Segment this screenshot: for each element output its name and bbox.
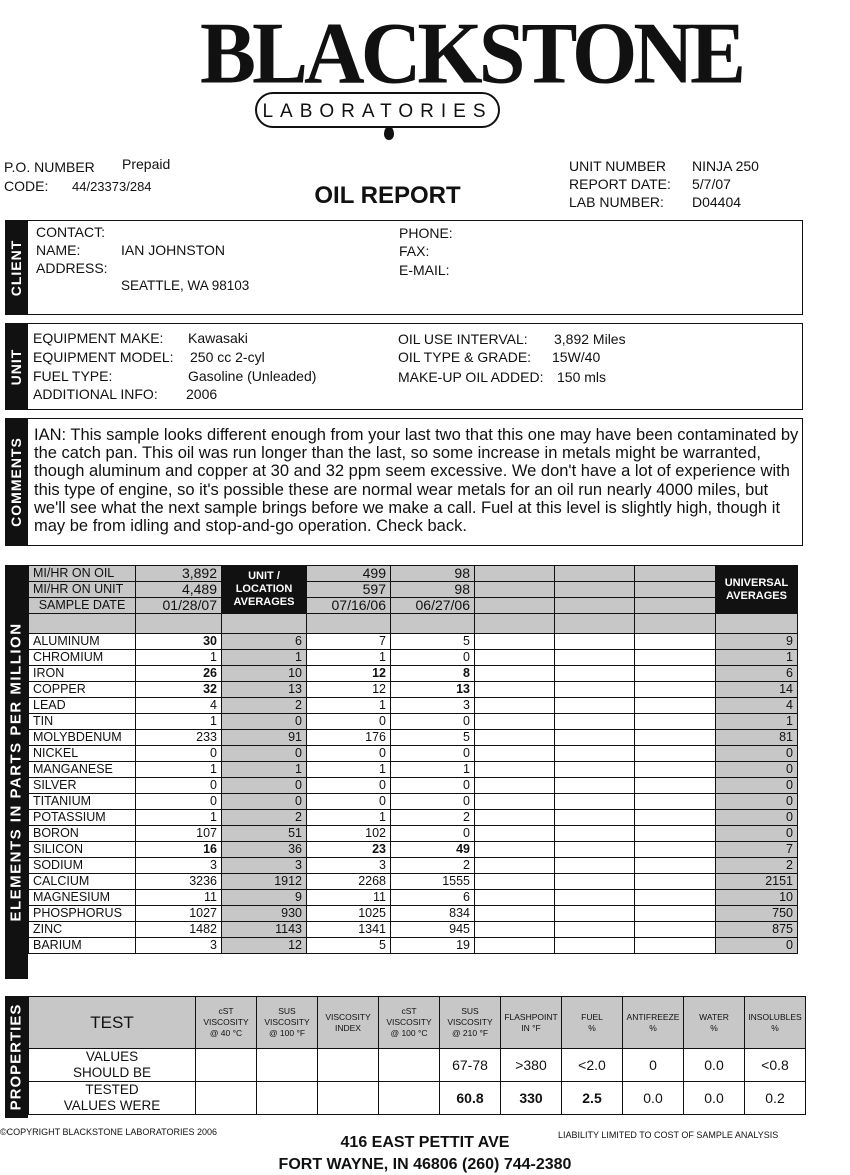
element-current: 233 <box>136 730 222 746</box>
footer-address-line2: FORT WAYNE, IN 46806 (260) 744-2380 <box>278 1156 572 1173</box>
properties-sidebar <box>5 996 28 1118</box>
code-label: CODE: <box>4 178 49 194</box>
name-label: NAME: <box>36 242 81 258</box>
properties-header-row <box>29 997 806 1049</box>
element-unit-average: 1912 <box>222 874 307 890</box>
element-current: 1 <box>136 650 222 666</box>
element-current: 3236 <box>136 874 222 890</box>
element-prev1: 0 <box>307 794 391 810</box>
elements-sidebar <box>5 565 28 979</box>
element-prev1: 102 <box>307 826 391 842</box>
comments-text: IAN: This sample looks different enough from your last two that this one may have been contaminated by the catch pan. This oil was run longer than the last, so some increase in metals might be warranted, though aluminum and copper at 30 and 32 ppm seem excessive. We don't have a lot of experience with this type of engine, so it's possible these are normal wear metals for an oil run nearly 4000 miles, but we'll see what the next sample brings before we make a call. Fuel at this level is slightly high, though it may be from idling and stop-and-go operation. Check back. <box>34 426 799 536</box>
element-universal-average: 1 <box>716 650 798 666</box>
element-row-molybdenum <box>29 730 798 746</box>
element-prev2: 834 <box>391 906 475 922</box>
element-prev1: 12 <box>307 682 391 698</box>
element-unit-average: 1 <box>222 762 307 778</box>
element-row-phosphorus <box>29 906 798 922</box>
property-tested-value: 0.0 <box>684 1082 745 1115</box>
element-universal-average: 0 <box>716 762 798 778</box>
element-prev2: 6 <box>391 890 475 906</box>
property-tested-value: 0.0 <box>623 1082 684 1115</box>
element-prev2: 0 <box>391 746 475 762</box>
element-universal-average: 14 <box>716 682 798 698</box>
logo-laboratories: LABORATORIES <box>255 92 500 128</box>
element-name: PHOSPHORUS <box>29 906 136 922</box>
element-name: ZINC <box>29 922 136 938</box>
property-header-7: ANTIFREEZE % <box>623 997 684 1049</box>
element-name: MANGANESE <box>29 762 136 778</box>
element-prev1: 1341 <box>307 922 391 938</box>
property-header-8: WATER % <box>684 997 745 1049</box>
element-name: NICKEL <box>29 746 136 762</box>
comments-section-label: COMMENTS <box>8 437 24 527</box>
mi-on-oil-prev1: 499 <box>307 566 391 582</box>
equipment-make-value: Kawasaki <box>188 330 248 346</box>
email-label: E-MAIL: <box>399 262 450 278</box>
equipment-model-label: EQUIPMENT MODEL: <box>33 349 174 365</box>
element-universal-average: 2151 <box>716 874 798 890</box>
equipment-model-value: 250 cc 2-cyl <box>190 349 265 365</box>
element-prev2: 0 <box>391 714 475 730</box>
element-universal-average: 9 <box>716 634 798 650</box>
element-row-titanium <box>29 794 798 810</box>
unit-section-label: UNIT <box>8 348 24 385</box>
element-universal-average: 750 <box>716 906 798 922</box>
code-value: 44/23373/284 <box>72 179 152 194</box>
element-prev1: 1 <box>307 762 391 778</box>
element-name: SODIUM <box>29 858 136 874</box>
element-universal-average: 0 <box>716 826 798 842</box>
sample-date-label: SAMPLE DATE <box>29 598 136 614</box>
element-universal-average: 7 <box>716 842 798 858</box>
additional-info-value: 2006 <box>186 386 218 402</box>
property-should-be-value: 67-78 <box>440 1049 501 1082</box>
properties-table <box>28 996 806 1115</box>
element-current: 107 <box>136 826 222 842</box>
additional-info-label: ADDITIONAL INFO: <box>33 386 158 402</box>
element-prev1: 1 <box>307 698 391 714</box>
logo-oil-drop-icon <box>384 126 394 140</box>
sample-date-prev1: 07/16/06 <box>307 598 391 614</box>
element-unit-average: 1 <box>222 650 307 666</box>
property-should-be-value: 0 <box>623 1049 684 1082</box>
property-should-be-value: >380 <box>501 1049 562 1082</box>
element-current: 3 <box>136 858 222 874</box>
property-should-be-value <box>257 1049 318 1082</box>
element-prev1: 1025 <box>307 906 391 922</box>
copyright-text: ©COPYRIGHT BLACKSTONE LABORATORIES 2006 <box>0 1127 218 1137</box>
element-row-aluminum <box>29 634 798 650</box>
elements-table <box>28 565 798 954</box>
element-current: 1 <box>136 810 222 826</box>
element-unit-average: 0 <box>222 778 307 794</box>
contact-label: CONTACT: <box>36 224 105 240</box>
phone-label: PHONE: <box>399 225 453 241</box>
property-tested-value <box>196 1082 257 1115</box>
po-number-label: P.O. NUMBER <box>4 159 95 175</box>
property-header-0: cST VISCOSITY @ 40 °C <box>196 997 257 1049</box>
logo-wordmark: BLACKSTONE <box>200 4 742 103</box>
element-universal-average: 6 <box>716 666 798 682</box>
element-prev1: 1 <box>307 810 391 826</box>
element-current: 26 <box>136 666 222 682</box>
element-row-sodium <box>29 858 798 874</box>
tested-values-were-label: TESTED VALUES WERE <box>29 1082 196 1115</box>
sample-date-prev2: 06/27/06 <box>391 598 475 614</box>
element-prev1: 5 <box>307 938 391 954</box>
unit-location-averages-header: UNIT / LOCATION AVERAGES <box>222 566 307 614</box>
element-prev2: 19 <box>391 938 475 954</box>
unit-number-label: UNIT NUMBER <box>569 158 666 174</box>
lab-number-value: D04404 <box>692 194 742 210</box>
element-row-silicon <box>29 842 798 858</box>
element-name: CHROMIUM <box>29 650 136 666</box>
element-prev1: 3 <box>307 858 391 874</box>
element-row-magnesium <box>29 890 798 906</box>
element-unit-average: 0 <box>222 794 307 810</box>
element-unit-average: 6 <box>222 634 307 650</box>
element-name: SILICON <box>29 842 136 858</box>
name-value: IAN JOHNSTON <box>121 242 225 258</box>
element-name: LEAD <box>29 698 136 714</box>
element-unit-average: 10 <box>222 666 307 682</box>
element-row-potassium <box>29 810 798 826</box>
values-should-be-row <box>29 1049 806 1082</box>
element-current: 32 <box>136 682 222 698</box>
oil-use-interval-label: OIL USE INTERVAL: <box>398 331 528 347</box>
property-should-be-value: 0.0 <box>684 1049 745 1082</box>
element-unit-average: 13 <box>222 682 307 698</box>
spacer-row <box>29 614 798 634</box>
element-row-nickel <box>29 746 798 762</box>
element-prev2: 49 <box>391 842 475 858</box>
element-name: BARIUM <box>29 938 136 954</box>
report-date-value: 5/7/07 <box>692 176 731 192</box>
element-current: 11 <box>136 890 222 906</box>
element-current: 3 <box>136 938 222 954</box>
element-prev2: 2 <box>391 810 475 826</box>
values-should-be-label: VALUES SHOULD BE <box>29 1049 196 1082</box>
element-prev2: 3 <box>391 698 475 714</box>
element-prev2: 0 <box>391 650 475 666</box>
lab-number-label: LAB NUMBER: <box>569 194 664 210</box>
unit-number-value: NINJA 250 <box>692 158 759 174</box>
property-should-be-value: <0.8 <box>745 1049 806 1082</box>
element-universal-average: 4 <box>716 698 798 714</box>
mi-on-unit-current: 4,489 <box>136 582 222 598</box>
element-current: 4 <box>136 698 222 714</box>
element-unit-average: 0 <box>222 714 307 730</box>
sample-date-current: 01/28/07 <box>136 598 222 614</box>
element-current: 1 <box>136 714 222 730</box>
element-prev2: 0 <box>391 794 475 810</box>
element-current: 1 <box>136 762 222 778</box>
element-name: IRON <box>29 666 136 682</box>
property-header-1: SUS VISCOSITY @ 100 °F <box>257 997 318 1049</box>
element-current: 0 <box>136 746 222 762</box>
element-prev1: 0 <box>307 778 391 794</box>
footer-address-line1: 416 EAST PETTIT AVE <box>340 1134 510 1151</box>
element-unit-average: 51 <box>222 826 307 842</box>
element-unit-average: 12 <box>222 938 307 954</box>
element-unit-average: 36 <box>222 842 307 858</box>
element-universal-average: 81 <box>716 730 798 746</box>
element-unit-average: 1143 <box>222 922 307 938</box>
element-name: COPPER <box>29 682 136 698</box>
element-prev1: 11 <box>307 890 391 906</box>
element-name: POTASSIUM <box>29 810 136 826</box>
property-should-be-value <box>379 1049 440 1082</box>
element-current: 16 <box>136 842 222 858</box>
element-prev2: 8 <box>391 666 475 682</box>
property-header-5: FLASHPOINT IN °F <box>501 997 562 1049</box>
element-current: 0 <box>136 794 222 810</box>
address-label: ADDRESS: <box>36 260 108 276</box>
address-value: SEATTLE, WA 98103 <box>121 278 250 293</box>
element-universal-average: 2 <box>716 858 798 874</box>
element-unit-average: 2 <box>222 810 307 826</box>
oil-use-interval-value: 3,892 Miles <box>554 331 626 347</box>
mi-on-unit-row <box>29 582 798 598</box>
mi-on-unit-label: MI/HR ON UNIT <box>29 582 136 598</box>
element-prev2: 5 <box>391 730 475 746</box>
element-universal-average: 0 <box>716 746 798 762</box>
element-row-copper <box>29 682 798 698</box>
property-should-be-value <box>196 1049 257 1082</box>
element-universal-average: 1 <box>716 714 798 730</box>
element-row-silver <box>29 778 798 794</box>
element-prev2: 13 <box>391 682 475 698</box>
elements-section-label: ELEMENTS IN PARTS PER MILLION <box>7 622 25 922</box>
report-date-label: REPORT DATE: <box>569 176 671 192</box>
element-universal-average: 10 <box>716 890 798 906</box>
element-prev1: 23 <box>307 842 391 858</box>
property-header-4: SUS VISCOSITY @ 210 °F <box>440 997 501 1049</box>
element-universal-average: 0 <box>716 810 798 826</box>
property-tested-value <box>257 1082 318 1115</box>
property-header-9: INSOLUBLES % <box>745 997 806 1049</box>
element-prev2: 2 <box>391 858 475 874</box>
fuel-type-label: FUEL TYPE: <box>33 368 113 384</box>
element-prev1: 0 <box>307 714 391 730</box>
property-header-6: FUEL % <box>562 997 623 1049</box>
element-row-barium <box>29 938 798 954</box>
element-prev1: 176 <box>307 730 391 746</box>
element-current: 1027 <box>136 906 222 922</box>
element-prev1: 2268 <box>307 874 391 890</box>
property-should-be-value: <2.0 <box>562 1049 623 1082</box>
element-unit-average: 9 <box>222 890 307 906</box>
element-current: 0 <box>136 778 222 794</box>
report-title: OIL REPORT <box>314 182 461 209</box>
universal-averages-header: UNIVERSAL AVERAGES <box>716 566 798 614</box>
client-section-label: CLIENT <box>8 239 24 296</box>
tested-values-were-row <box>29 1082 806 1115</box>
element-prev2: 0 <box>391 826 475 842</box>
element-unit-average: 91 <box>222 730 307 746</box>
element-name: CALCIUM <box>29 874 136 890</box>
property-tested-value: 0.2 <box>745 1082 806 1115</box>
mi-on-oil-label: MI/HR ON OIL <box>29 566 136 582</box>
property-header-2: VISCOSITY INDEX <box>318 997 379 1049</box>
element-prev1: 1 <box>307 650 391 666</box>
mi-on-oil-current: 3,892 <box>136 566 222 582</box>
element-unit-average: 930 <box>222 906 307 922</box>
element-row-chromium <box>29 650 798 666</box>
test-label: TEST <box>29 997 196 1049</box>
property-tested-value: 2.5 <box>562 1082 623 1115</box>
element-universal-average: 0 <box>716 778 798 794</box>
element-name: ALUMINUM <box>29 634 136 650</box>
makeup-oil-value: 150 mls <box>557 369 607 385</box>
element-current: 1482 <box>136 922 222 938</box>
element-name: MAGNESIUM <box>29 890 136 906</box>
element-prev2: 0 <box>391 778 475 794</box>
element-row-tin <box>29 714 798 730</box>
po-number-value: Prepaid <box>122 156 171 172</box>
element-universal-average: 0 <box>716 794 798 810</box>
element-universal-average: 875 <box>716 922 798 938</box>
element-row-iron <box>29 666 798 682</box>
mi-on-unit-prev2: 98 <box>391 582 475 598</box>
element-prev1: 0 <box>307 746 391 762</box>
element-row-manganese <box>29 762 798 778</box>
element-name: BORON <box>29 826 136 842</box>
mi-on-oil-prev2: 98 <box>391 566 475 582</box>
element-name: MOLYBDENUM <box>29 730 136 746</box>
property-header-3: cST VISCOSITY @ 100 °C <box>379 997 440 1049</box>
fuel-type-value: Gasoline (Unleaded) <box>188 368 317 384</box>
element-unit-average: 2 <box>222 698 307 714</box>
mi-on-oil-row <box>29 566 798 582</box>
element-name: TITANIUM <box>29 794 136 810</box>
element-prev1: 7 <box>307 634 391 650</box>
makeup-oil-label: MAKE-UP OIL ADDED: <box>398 369 544 385</box>
element-name: TIN <box>29 714 136 730</box>
element-row-lead <box>29 698 798 714</box>
element-current: 30 <box>136 634 222 650</box>
element-name: SILVER <box>29 778 136 794</box>
element-unit-average: 0 <box>222 746 307 762</box>
properties-section-label: PROPERTIES <box>7 1003 25 1111</box>
equipment-make-label: EQUIPMENT MAKE: <box>33 330 164 346</box>
element-prev2: 5 <box>391 634 475 650</box>
element-row-zinc <box>29 922 798 938</box>
sample-date-row <box>29 598 798 614</box>
property-tested-value <box>318 1082 379 1115</box>
element-prev2: 1555 <box>391 874 475 890</box>
property-tested-value: 60.8 <box>440 1082 501 1115</box>
property-should-be-value <box>318 1049 379 1082</box>
element-prev2: 1 <box>391 762 475 778</box>
fax-label: FAX: <box>399 243 430 259</box>
element-universal-average: 0 <box>716 938 798 954</box>
element-prev1: 12 <box>307 666 391 682</box>
liability-text: LIABILITY LIMITED TO COST OF SAMPLE ANALYSIS <box>558 1130 779 1140</box>
element-row-boron <box>29 826 798 842</box>
element-row-calcium <box>29 874 798 890</box>
property-tested-value: 330 <box>501 1082 562 1115</box>
mi-on-unit-prev1: 597 <box>307 582 391 598</box>
element-unit-average: 3 <box>222 858 307 874</box>
element-prev2: 945 <box>391 922 475 938</box>
oil-type-grade-label: OIL TYPE & GRADE: <box>398 349 532 365</box>
property-tested-value <box>379 1082 440 1115</box>
oil-type-grade-value: 15W/40 <box>552 349 601 365</box>
